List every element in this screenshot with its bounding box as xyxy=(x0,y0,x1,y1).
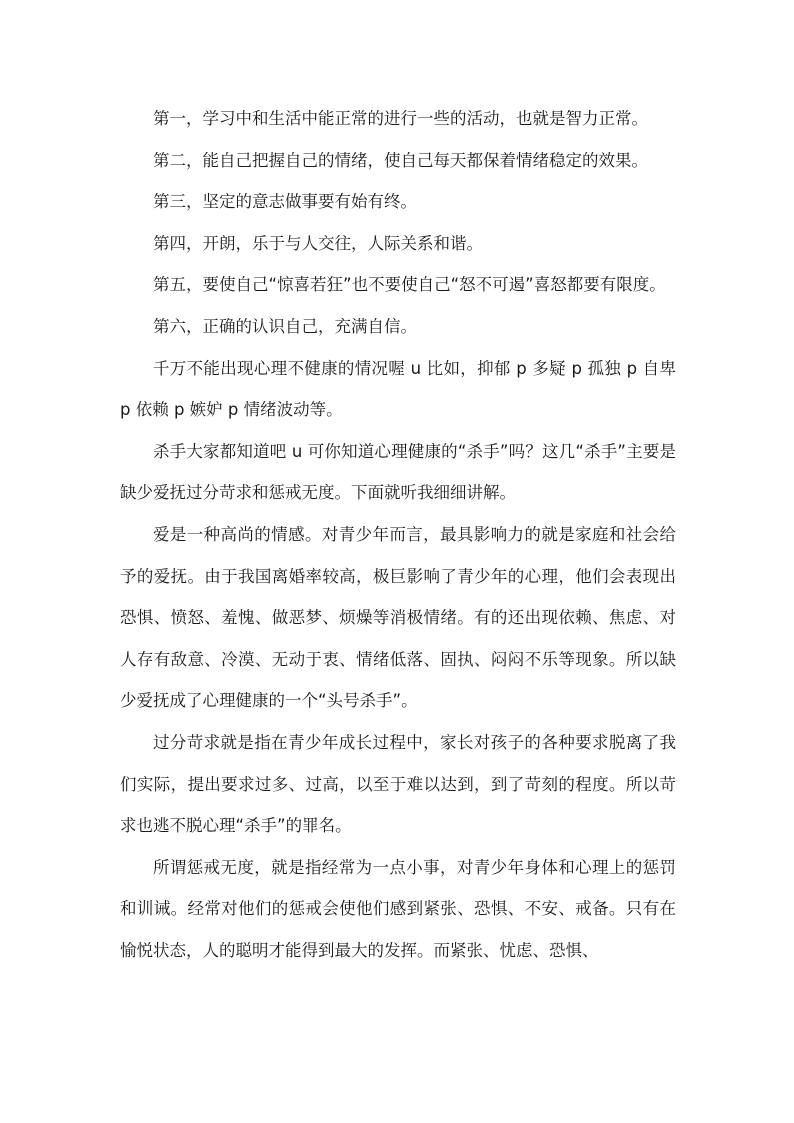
paragraph-3: 第三，坚定的意志做事要有始有终。 xyxy=(153,192,417,212)
paragraph-10: 过分苛求就是指在青少年成长过程中，家长对孩子的各种要求脱离了我们实际，提出要求过多、过高，以至于难以达到，到了苛刻的程度。所以苛求也逃不脱心理“杀手”的罪名。 xyxy=(120,732,676,836)
paragraph-7: 千万不能出现心理不健康的情况喔 u 比如，抑郁 p 多疑 p 孤独 p 自卑 p 依赖 p 嫉妒 p 情绪波动等。 xyxy=(120,358,676,420)
paragraph-1: 第一，学习中和生活中能正常的进行一些的活动，也就是智力正常。 xyxy=(153,109,648,128)
paragraph-4: 第四，开朗，乐于与人交往，人际关系和谐。 xyxy=(153,233,483,253)
document-body xyxy=(120,98,676,971)
paragraph-9: 爱是一种高尚的情感。对青少年而言，最具影响力的就是家庭和社会给予的爱抚。由于我国离婚率较高，极巨影响了青少年的心理，他们会表现出恐惧、愤怒、羞愧、做恶梦、烦燥等消极情绪。有的还出现依赖、焦虑、对人存有敌意、冷漠、无动于衷、情绪低落、固执、闷闷不乐等现象。所以缺少爱抚成了心理健康的一个“头号杀手”。 xyxy=(120,524,676,711)
paragraph-5: 第五，要使自己“惊喜若狂”也不要使自己“怒不可遏”喜怒都要有限度。 xyxy=(153,275,666,295)
paragraph-8: 杀手大家都知道吧 u 可你知道心理健康的“杀手”吗？这几“杀手”主要是缺少爱抚过分苛求和惩戒无度。下面就听我细细讲解。 xyxy=(120,441,676,503)
paragraph-6: 第六，正确的认识自己，充满自信。 xyxy=(153,316,417,336)
paragraph-2: 第二，能自己把握自己的情绪，使自己每天都保着情绪稳定的效果。 xyxy=(153,150,648,170)
paragraph-11: 所谓惩戒无度，就是指经常为一点小事，对青少年身体和心理上的惩罚和训诫。经常对他们的惩戒会使他们感到紧张、恐惧、不安、戒备。只有在愉悦状态，人的聪明才能得到最大的发挥。而紧张、忧虑、恐惧、 xyxy=(120,857,676,960)
